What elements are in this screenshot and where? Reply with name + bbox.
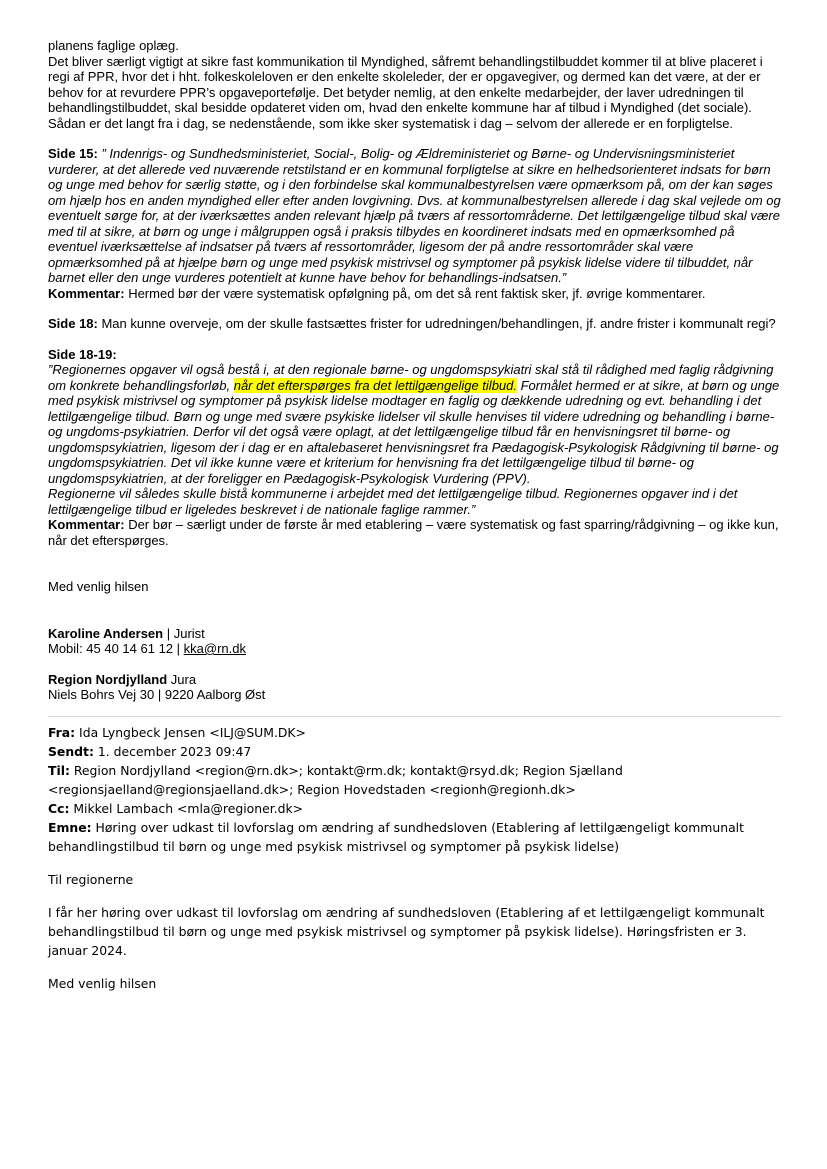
signature-title: Jurist: [173, 625, 205, 641]
letter-body: [48, 38, 783, 703]
side15-quote-paragraph: [48, 146, 783, 286]
signature-email-link[interactable]: kka@rn.dk: [183, 641, 246, 656]
side1819-quote-after: Formålet hermed er at sikre, at børn og unge med psykisk mistrivsel og symptomer på psykisk lidelse modtager en faglig og dækkende udredning og evt. behandling i det lettilgængelige tilbud. Børn og unge med svære psykiske lidelser vil skulle henvises til videre udredning og behandling i børne- og ungdoms-psykiatrien. Derfor vil det også være oplagt, at det lettilgængelige tilbud får en henvisningsret til børne- og ungdomspsykiatrien, ligesom der i dag er en aftalebaseret henvisningsret fra Pædagogisk-Psykologisk Rådgivning til børne- og ungdomspsykiatrien. Det vil ikke kunne være et kriterium for henvisning fra det lettilgængelige tilbud til børne- og ungdomspsykiatrien, at der foreligger en Pædagogisk-Psykologisk Vurdering (PPV).: [48, 377, 780, 486]
signature-name-line: [48, 626, 783, 642]
signature-org: Region Nordjylland: [48, 671, 168, 687]
signature-name: Karoline Andersen: [48, 625, 164, 641]
subject-value: Høring over udkast til lovforslag om ændring af sundhedsloven (Etablering af lettilgængeligt kommunalt behandlingstilbud til børn og unge med psykisk mistrivsel og symptomer på psykisk lidelse): [48, 819, 744, 854]
side1819-comment-paragraph: [48, 517, 783, 548]
forward-body: I får her høring over udkast til lovforslag om ændring af sundhedsloven (Etablering af et lettilgængeligt kommunalt behandlingstilbud til børn og unge med psykisk mistrivsel og symptomer på psykisk lidelse). Høringsfristen er 3. januar 2024.: [48, 904, 765, 958]
subject-label: Emne:: [48, 819, 92, 835]
side15-label: Side 15:: [48, 146, 98, 161]
forward-closing: Med venlig hilsen: [48, 975, 157, 991]
signature-org-line: [48, 672, 783, 688]
letter-closing: Med venlig hilsen: [48, 579, 149, 594]
sent-label: Sendt:: [48, 743, 94, 759]
to-label: Til:: [48, 762, 70, 778]
from-value: Ida Lyngbeck Jensen <ILJ@SUM.DK>: [75, 724, 306, 740]
header-sent: [48, 742, 783, 761]
side1819-comment: Der bør – særligt under de første år med etablering – være systematisk og fast sparring/rådgivning – og ikke kun, når det efterspørges.: [48, 517, 779, 548]
side15-quote: ” Indenrigs- og Sundhedsministeriet, Social-, Bolig- og Ældreministeriet og Børne- og Undervisningsministeriet vurderer, at det allerede ved nuværende retstilstand er en kommunal forpligtelse at sikre en helhedsorienteret indsats for børn og unge med behov for særlig støtte, og i den forbindelse skal kommunalbestyrelsen være opmærksom på, om der kan søges om hjælp hos en anden myndighed eller efter anden lovgivning. Dvs. at kommunalbestyrelsen allerede i dag skal vejlede om og eventuelt sørge for, at der iværksættes anden relevant hjælp på tværs af ressortområderne. Det lettilgængelige tilbud skal være med til at sikre, at børn og unge i målgruppen også i praksis tilbydes en koordineret indsats med en opmærksomhed på eventuel iværksættelse af indsatser på tværs af ressortområder, ligesom der på andre ressortområder skal være opmærksomhed på at hjælpe børn og unge med psykisk mistrivsel og symptomer på psykisk lidelse videre til tilbuddet, når barnet eller den unge vurderes potentielt at kunne have behov for behandlings-indsatsen.”: [48, 146, 781, 285]
forward-greeting: Til regionerne: [48, 871, 134, 887]
cc-value: Mikkel Lambach <mla@regioner.dk>: [69, 800, 304, 816]
intro-paragraph: Det bliver særligt vigtigt at sikre fast kommunikation til Myndighed, såfremt behandlingstilbuddet kommer til at blive placeret i regi af PPR, hvor det i hht. folkeskoleloven er den enkelte skoleleder, der er opgavegiver, og dermed kan det være, at der er behov for at revurdere PPR’s opgaveportefølje. Det betyder nemlig, at den enkelte medarbejder, der laver udredningen til behandlingstilbuddet, skal besidde opdateret viden om, hvad den enkelte kommune har af tilbud i Myndighed (det sociale). Sådan er det langt fra i dag, se nedenstående, som ikke sker systematisk i dag – selvom der allerede er en forpligtelse.: [48, 53, 763, 131]
signature-address: Niels Bohrs Vej 30 | 9220 Aalborg Øst: [48, 687, 266, 702]
signature-contact-line: [48, 641, 783, 657]
email-separator: [48, 716, 781, 717]
signature-dept: Jura: [167, 671, 197, 687]
sent-value: 1. december 2023 09:47: [93, 743, 252, 759]
side15-comment: Hermed bør der være systematisk opfølgning på, om det så rent faktisk sker, jf. øvrige kommentarer.: [124, 285, 706, 301]
forwarded-email: [48, 723, 783, 993]
header-to: [48, 761, 783, 799]
side1819-quote: [48, 362, 783, 486]
signature-separator: |: [163, 625, 174, 641]
side1819-quote-para2: Regionerne vil således skulle bistå kommunerne i arbejdet med det lettilgængelige tilbud. Regionernes opgaver ind i det lettilgængelige tilbud er ligeledes beskrevet i de nationale faglige rammer.”: [48, 486, 738, 517]
side1819-comment-label: Kommentar:: [48, 517, 125, 532]
side15-comment-paragraph: [48, 286, 783, 302]
header-subject: [48, 818, 783, 856]
side18-text: Man kunne overveje, om der skulle fastsættes frister for udredningen/behandlingen, jf. andre frister i kommunalt regi?: [97, 316, 776, 331]
side1819-label: Side 18-19:: [48, 346, 117, 362]
to-value: Region Nordjylland <region@rn.dk>; kontakt@rm.dk; kontakt@rsyd.dk; Region Sjælland <regionsjaelland@regionsjaelland.dk>; Region Hovedstaden <regionh@regionh.dk>: [48, 762, 623, 797]
from-label: Fra:: [48, 724, 76, 740]
side1819-quote-before: ”Regionernes opgaver vil også bestå i, at den regionale børne- og ungdomspsykiatri skal stå til rådighed med faglig rådgivning om konkrete behandlingsforløb,: [48, 362, 774, 393]
side1819-quote-highlight: når det efterspørges fra det lettilgængelige tilbud.: [233, 377, 517, 393]
signature-mobile: Mobil: 45 40 14 61 12 |: [48, 641, 184, 656]
side18-label: Side 18:: [48, 316, 98, 331]
cc-label: Cc:: [48, 800, 70, 816]
header-from: [48, 723, 783, 742]
side18-paragraph: [48, 316, 783, 332]
side15-comment-label: Kommentar:: [48, 285, 125, 301]
intro-continuation: planens faglige oplæg.: [48, 38, 179, 53]
header-cc: [48, 799, 783, 818]
document-page: [48, 38, 783, 993]
